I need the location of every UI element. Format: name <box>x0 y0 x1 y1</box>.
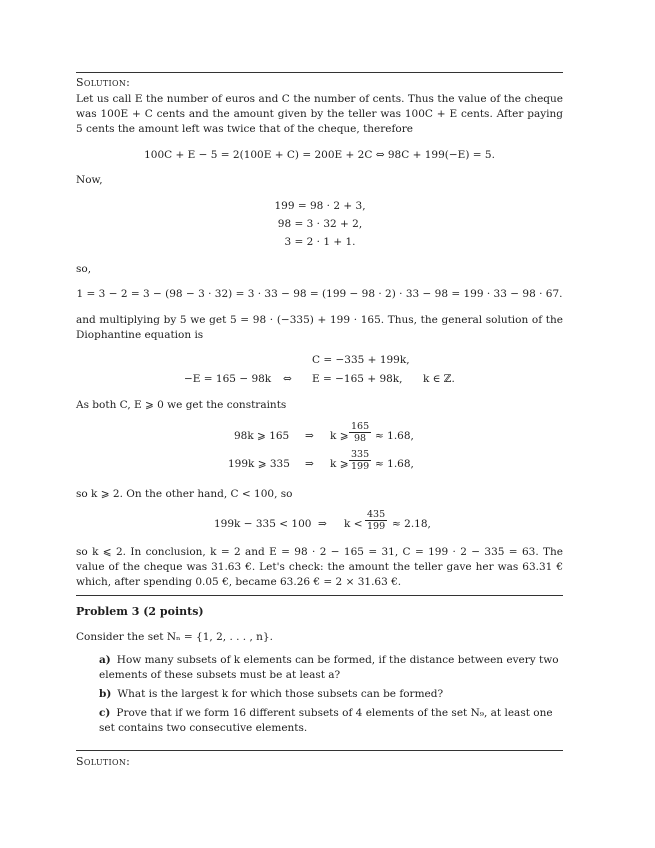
constraint-2-k: k ⩾ <box>330 458 349 470</box>
constraint-2-fraction <box>349 449 371 472</box>
problem-3-item-c <box>99 706 565 736</box>
problem-3-statement: Consider the set Nₙ = {1, 2, . . . , n}. <box>76 631 273 643</box>
euclid-line-3: 3 = 2 · 1 + 1. <box>284 236 356 248</box>
euclid-line-1: 199 = 98 · 2 + 3, <box>274 200 366 212</box>
item-b-text: What is the largest k for which those subsets can be formed? <box>117 688 444 700</box>
problem-3-item-a <box>99 653 565 683</box>
constraint-2-numerator: 335 <box>351 449 370 460</box>
main-equation: 100C + E − 5 = 2(100E + C) = 200E + 2C ⇔ 98C + 199(−E) = 5. <box>144 149 495 161</box>
general-solution-k: k ∈ ℤ. <box>423 373 455 385</box>
general-solution-iff: ⇔ <box>283 373 292 385</box>
constraint-1-left: 98k ⩾ 165 <box>234 430 290 442</box>
constraints-text: As both C, E ⩾ 0 we get the constraints <box>76 399 287 411</box>
item-a-text: How many subsets of k elements can be formed, if the distance between every two elements of these subsets must be at least a? <box>99 654 559 681</box>
other-hand-text: so k ⩾ 2. On the other hand, C < 100, so <box>76 488 293 500</box>
top-rule <box>76 72 563 73</box>
solution-intro: Let us call E the number of euros and C the number of cents. Thus the value of the cheque was 100E + C cents and the amount given by the teller was 100C + E cents. After paying 5 cents the amount left was twice that of the cheque, therefore <box>76 93 563 136</box>
item-b-label: b) <box>99 688 112 700</box>
solution-2-header: Solution: <box>76 755 131 768</box>
constraint-3-arrow: ⇒ <box>318 518 327 530</box>
constraint-2-left: 199k ⩾ 335 <box>228 458 290 470</box>
euclid-line-2: 98 = 3 · 32 + 2, <box>277 218 363 230</box>
general-solution-C: C = −335 + 199k, <box>312 354 410 366</box>
back-substitution-equation: 1 = 3 − 2 = 3 − (98 − 3 · 32) = 3 · 33 − 98 = (199 − 98 · 2) · 33 − 98 = 199 · 33 − 98 · 67. <box>76 288 563 300</box>
constraint-1-arrow: ⇒ <box>305 430 314 442</box>
constraint-3-approx: ≈ 2.18, <box>392 518 431 530</box>
item-a-label: a) <box>99 654 111 666</box>
constraint-3-left: 199k − 335 < 100 <box>214 518 312 530</box>
bottom-rule <box>76 750 563 751</box>
constraint-2-arrow: ⇒ <box>305 458 314 470</box>
general-solution-E-left: −E = 165 − 98k <box>184 373 272 385</box>
solution-header: Solution: <box>76 76 131 89</box>
constraint-3-k: k < <box>344 518 363 530</box>
problem-3-item-b <box>99 687 565 702</box>
section-rule <box>76 595 563 596</box>
general-solution-E-right: E = −165 + 98k, <box>312 373 403 385</box>
constraint-2-approx: ≈ 1.68, <box>375 458 414 470</box>
constraint-3-denominator: 199 <box>367 521 386 532</box>
constraint-1-denominator: 98 <box>354 433 367 444</box>
constraint-1-k: k ⩾ <box>330 430 349 442</box>
constraint-1-approx: ≈ 1.68, <box>375 430 414 442</box>
item-c-text: Prove that if we form 16 different subsets of 4 elements of the set N₉, at least one set contains two consecutive elements. <box>99 707 553 734</box>
constraint-3-numerator: 435 <box>367 509 386 520</box>
constraint-3-fraction <box>365 509 387 532</box>
constraint-1-numerator: 165 <box>351 421 370 432</box>
item-c-label: c) <box>99 707 111 719</box>
problem-3-title: Problem 3 (2 points) <box>76 605 204 618</box>
now-label: Now, <box>76 174 103 186</box>
so-label: so, <box>76 263 92 275</box>
constraint-2-denominator: 199 <box>351 461 370 472</box>
multiply-text: and multiplying by 5 we get 5 = 98 · (−335) + 199 · 165. Thus, the general solution of the Diophantine equation is <box>76 314 563 342</box>
conclusion-text: so k ⩽ 2. In conclusion, k = 2 and E = 98 · 2 − 165 = 31, C = 199 · 2 − 335 = 63. The value of the cheque was 31.63 €. Let's check: the amount the teller gave her was 63.31 € which, after spending 0.05 €, became 63.26 € = 2 × 31.63 €. <box>76 546 563 589</box>
constraint-1-fraction <box>349 421 371 444</box>
